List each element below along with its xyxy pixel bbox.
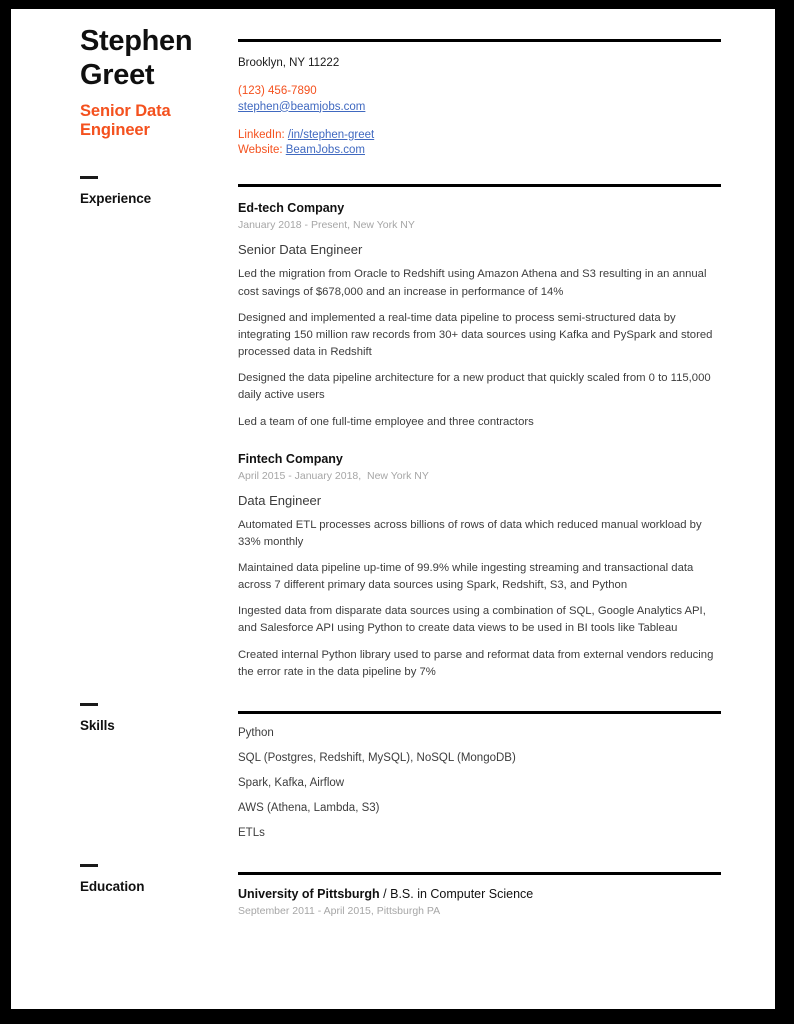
linkedin-label: LinkedIn: [238,128,285,141]
contact-linkedin-line [238,128,721,143]
job-bullet: Ingested data from disparate data sources using a combination of SQL, Google Analytics API, and Salesforce API using Python to create data views to be used in BI tools like Tableau [238,605,706,635]
job-bullet: Created internal Python library used to parse and reformat data from external vendors reducing the error rate in the data pipeline by 7% [238,648,714,678]
skill-item: SQL (Postgres, Redshift, MySQL), NoSQL (MongoDB) [238,751,516,764]
skills-content-column [238,703,775,839]
section-education [11,864,775,917]
contact-address: Brooklyn, NY 11222 [238,57,340,69]
education-divider [238,872,721,875]
education-school: University of Pittsburgh [238,886,380,901]
section-title-experience: Experience [80,191,152,207]
website-link[interactable]: BeamJobs.com [285,144,365,157]
header-divider [238,39,721,42]
contact-phone-email-group [238,84,721,115]
section-title-education: Education [80,878,145,894]
job-bullet: Automated ETL processes across billions of rows of data which reduced manual workload by 33% monthly [238,518,702,548]
job-bullet: Designed and implemented a real-time data pipeline to process semi-structured data by integrating 150 million raw records from 30+ data sources using Kafka and PySpark and stored processed data in Redshift [238,311,713,359]
skill-item: Spark, Kafka, Airflow [238,776,345,789]
job-bullet: Designed the data pipeline architecture for a new product that quickly scaled from 0 to 115,000 daily active users [238,372,711,402]
experience-label-column [11,176,238,206]
contact-email[interactable]: stephen@beamjobs.com [238,100,366,113]
header-contact [238,25,775,158]
skills-label-column [11,703,238,733]
contact-social-group [238,128,721,159]
last-name: Greet [80,58,155,91]
contact-block [238,56,721,158]
section-title-skills: Skills [80,717,115,733]
job-role: Data Engineer [238,492,322,508]
header-identity [11,25,238,140]
skill-item: AWS (Athena, Lambda, S3) [238,801,380,814]
contact-website-line [238,143,721,158]
job-role: Senior Data Engineer [238,242,363,258]
contact-phone: (123) 456-7890 [238,85,317,98]
job-bullet: Led the migration from Oracle to Redshift using Amazon Athena and S3 resulting in an annual cost savings of $678,000 and an increase in performance of 14% [238,268,707,298]
skill-item: Python [238,726,274,739]
job-dates-location: April 2015 - January 2018, New York NY [238,469,429,482]
company-name: Ed-tech Company [238,201,345,216]
job-bullet: Maintained data pipeline up-time of 99.9% while ingesting streaming and transactional data across 7 different primary data sources using Spark, Redshift, S3, and Python [238,561,694,592]
section-dash-icon [80,703,98,706]
skills-divider [238,711,721,714]
contact-email-line [238,100,721,115]
linkedin-link[interactable]: /in/stephen-greet [287,128,375,141]
company-name: Fintech Company [238,451,343,466]
education-degree: / B.S. in Computer Science [379,886,534,901]
job-dates-location: January 2018 - Present, New York NY [238,219,415,232]
education-dates-location: September 2011 - April 2015, Pittsburgh PA [238,904,441,917]
section-skills [11,703,775,839]
first-name: Stephen [80,25,193,57]
resume-header [11,9,775,158]
education-content-column [238,864,775,917]
education-label-column [11,864,238,894]
section-dash-icon [80,864,98,867]
experience-divider [238,184,721,187]
section-dash-icon [80,176,98,179]
skill-item: ETLs [238,826,265,839]
experience-content-column [238,176,775,681]
resume-page [11,9,775,1009]
section-experience [11,176,775,681]
website-label: Website: [238,144,283,157]
education-entry [238,887,721,901]
experience-item [238,452,721,681]
job-title: Senior Data Engineer [80,101,171,139]
job-bullet: Led a team of one full-time employee and three contractors [238,415,534,428]
experience-item [238,201,721,430]
